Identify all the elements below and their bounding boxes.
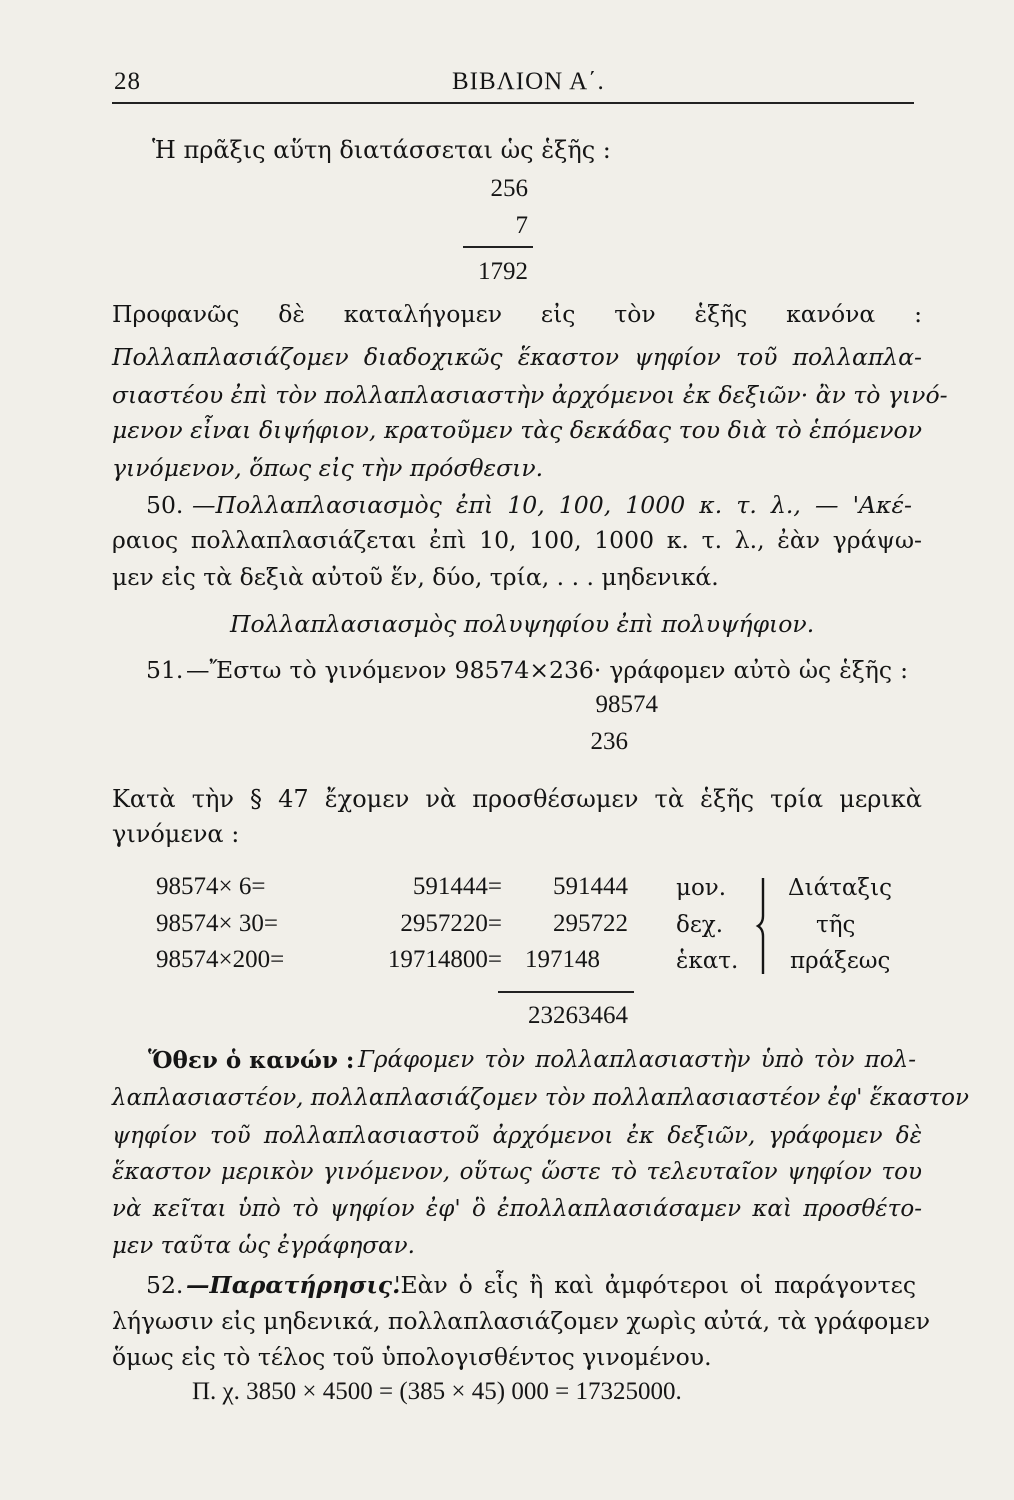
rule-intro: Προφανῶς δὲ καταλήγομεν εἰς τὸν ἑξῆς κανόνα : bbox=[112, 300, 922, 328]
section-text: 'Εὰν ὁ εἷς ἢ καὶ ἀμφότεροι οἱ παράγοντες bbox=[394, 1271, 916, 1299]
partial-expression: 98574× 6= bbox=[156, 873, 266, 900]
rule-lead: Ὅθεν ὁ κανών : bbox=[148, 1047, 355, 1074]
partial-unit: ἑκατ. bbox=[676, 948, 739, 974]
partial-short: 197148 bbox=[525, 946, 600, 973]
side-note-line: τῆς bbox=[816, 912, 856, 938]
section-text: —Ἔστω τὸ γινόμενον 98574×236· γράφομεν αὐτὸ ὡς ἑξῆς : bbox=[186, 656, 908, 684]
side-note-line: πράξεως bbox=[790, 948, 891, 974]
section-text: γινόμενα : bbox=[112, 820, 240, 848]
side-note-line: Διάταξις bbox=[788, 875, 892, 901]
section-number: 52. bbox=[146, 1271, 184, 1299]
section-text: Κατὰ τὴν § 47 ἔχομεν νὰ προσθέσωμεν τὰ ἑξῆς τρία μερικὰ bbox=[112, 785, 922, 813]
section-text: ὅμως εἰς τὸ τέλος τοῦ ὑπολογισθέντος γινομένου. bbox=[112, 1343, 712, 1371]
rule1-line: γινόμενον, ὅπως εἰς τὴν πρόσθεσιν. bbox=[112, 454, 544, 482]
partial-short: 591444 bbox=[553, 873, 628, 900]
header-rule bbox=[112, 102, 914, 104]
sum-rule bbox=[463, 246, 533, 248]
rule2-line: Γράφομεν τὸν πολλαπλασιαστὴν ὑπὸ τὸν πολ- bbox=[358, 1047, 916, 1073]
multiplicand: 256 bbox=[490, 175, 528, 202]
partial-full: 591444= bbox=[412, 873, 502, 900]
section-text: λήγωσιν εἰς μηδενικά, πολλαπλασιάζομεν χωρὶς αὐτά, τὰ γράφομεν bbox=[112, 1307, 930, 1335]
rule2-line: λαπλασιαστέον, πολλαπλασιάζομεν τὸν πολλαπλασιαστέον ἐφ' ἕκαστον bbox=[112, 1085, 970, 1111]
example-line: Π. χ. 3850 × 4500 = (385 × 45) 000 = 17325000. bbox=[192, 1378, 682, 1405]
section-number: 50. bbox=[146, 491, 184, 519]
partial-expression: 98574× 30= bbox=[156, 910, 278, 937]
intro-text: Ἡ πρᾶξις αὕτη διατάσσεται ὡς ἑξῆς : bbox=[152, 136, 611, 164]
total: 23263464 bbox=[528, 1002, 628, 1029]
rule2-line: μεν ταῦτα ὡς ἐγράφησαν. bbox=[112, 1233, 415, 1259]
rule1-line: Πολλαπλασιάζομεν διαδοχικῶς ἕκαστον ψηφίον τοῦ πολλαπλα- bbox=[112, 343, 922, 371]
section-title: —Παρατήρησις. bbox=[186, 1271, 401, 1299]
rule2-line: νὰ κεῖται ὑπὸ τὸ ψηφίον ἐφ' ὃ ἐπολλαπλασιάσαμεν καὶ προσθέτο- bbox=[112, 1196, 922, 1222]
partial-full: 19714800= bbox=[387, 946, 502, 973]
partial-full: 2957220= bbox=[400, 910, 502, 937]
section-text: ραιος πολλαπλασιάζεται ἐπὶ 10, 100, 1000 κ. τ. λ., ἐὰν γράψω- bbox=[112, 526, 922, 554]
multiplicand: 98574 bbox=[595, 691, 658, 718]
rule1-line: σιαστέου ἐπὶ τὸν πολλαπλασιαστὴν ἀρχόμενοι ἐκ δεξιῶν· ἂν τὸ γινό- bbox=[112, 381, 948, 409]
partial-short: 295722 bbox=[553, 910, 628, 937]
section-title: —Πολλαπλασιασμὸς ἐπὶ 10, 100, 1000 κ. τ. λ., — 'Ακέ- bbox=[192, 491, 912, 519]
rule2-line: ἕκαστον μερικὸν γινόμενον, οὕτως ὥστε τὸ τελευταῖον ψηφίον του bbox=[112, 1159, 922, 1185]
multiplier: 236 bbox=[590, 728, 628, 755]
partial-expression: 98574×200= bbox=[156, 946, 285, 973]
partial-unit: δεχ. bbox=[676, 912, 724, 938]
rule2-line: ψηφίον τοῦ πολλαπλασιαστοῦ ἀρχόμενοι ἐκ δεξιῶν, γράφομεν δὲ bbox=[112, 1123, 922, 1149]
multiplier: 7 bbox=[515, 212, 528, 239]
rule1-line: μενον εἶναι διψήφιον, κρατοῦμεν τὰς δεκάδας του διὰ τὸ ἑπόμενον bbox=[112, 416, 922, 444]
page-number: 28 bbox=[114, 68, 141, 95]
section-text: μεν εἰς τὰ δεξιὰ αὐτοῦ ἕν, δύο, τρία, . . . μηδενικά. bbox=[112, 563, 719, 591]
sum-rule bbox=[498, 991, 634, 993]
partial-unit: μον. bbox=[676, 875, 727, 901]
subheading: Πολλαπλασιασμὸς πολυψηφίου ἐπὶ πολυψήφιον. bbox=[230, 610, 815, 638]
brace-icon bbox=[754, 876, 768, 976]
running-title: ΒΙΒΛΙΟΝ Α΄. bbox=[452, 68, 605, 95]
product: 1792 bbox=[478, 258, 528, 285]
section-number: 51. bbox=[146, 656, 184, 684]
